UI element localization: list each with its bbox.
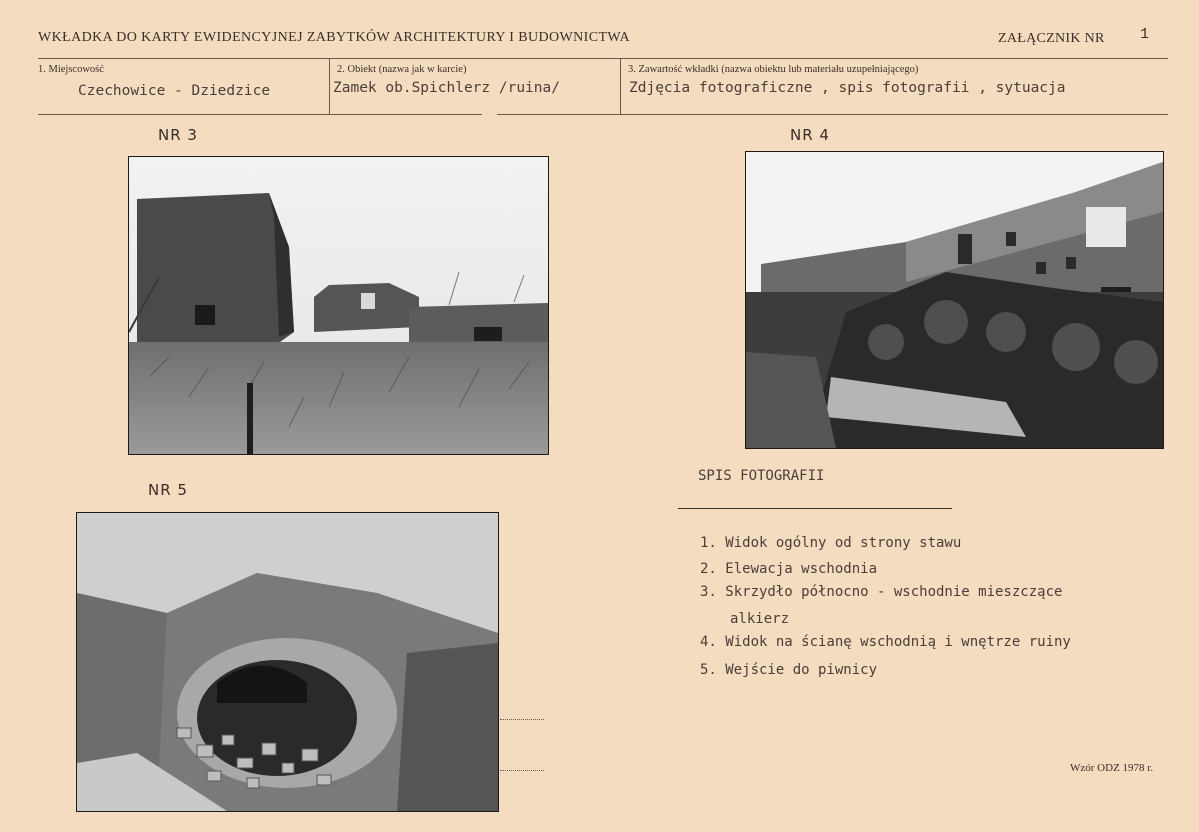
photo-3 [128,156,549,455]
photo-3-image [129,157,548,454]
photo-list-item-4: 4. Widok na ścianę wschodnią i wnętrze ruiny [700,634,1071,650]
photo-list-title: SPIS FOTOGRAFII [698,468,825,484]
field-label-contents: 3. Zawartość wkładki (nazwa obiektu lub materiału uzupełniającego) [628,64,919,75]
photo-list-item-1: 1. Widok ogólny od strony stawu [700,535,962,551]
photo-4 [745,151,1164,449]
photo-list-item-2: 2. Elewacja wschodnia [700,561,878,577]
photo-label-5: NR 5 [148,481,188,499]
field-value-object: Zamek ob.Spichlerz /ruina/ [333,80,560,96]
annex-label: ZAŁĄCZNIK NR [998,31,1105,46]
photo-label-4: NR 4 [790,126,830,144]
photo-list-item-3: 3. Skrzydło północno - wschodnie mieszczące [700,584,1063,600]
photo-label-3: NR 3 [158,126,198,144]
field-divider-2 [620,58,621,114]
photo-list-rule [678,508,952,509]
photo-4-image [746,152,1163,448]
photo-list-item-3-cont: alkierz [730,611,790,627]
photo-list-item-5: 5. Wejście do piwnicy [700,662,878,678]
annex-number: 1 [1140,26,1150,43]
field-value-locality: Czechowice - Dziedzice [78,83,271,99]
margin-mark-1 [500,719,544,720]
field-rule-left [38,114,482,115]
field-label-object: 2. Obiekt (nazwa jak w karcie) [337,64,467,75]
field-divider-1 [329,58,330,114]
field-rule-right [497,114,1168,115]
margin-mark-2 [500,770,544,771]
photo-5 [76,512,499,812]
form-title: WKŁADKA DO KARTY EWIDENCYJNEJ ZABYTKÓW ARCHITEKTURY I BUDOWNICTWA [38,30,630,45]
form-template-note: Wzór ODZ 1978 r. [1070,762,1154,774]
photo-5-image [77,513,498,811]
header-rule [38,58,1168,59]
field-label-locality: 1. Miejscowość [38,64,104,75]
field-value-contents: Zdjęcia fotograficzne , spis fotografii , sytuacja [629,80,1066,96]
